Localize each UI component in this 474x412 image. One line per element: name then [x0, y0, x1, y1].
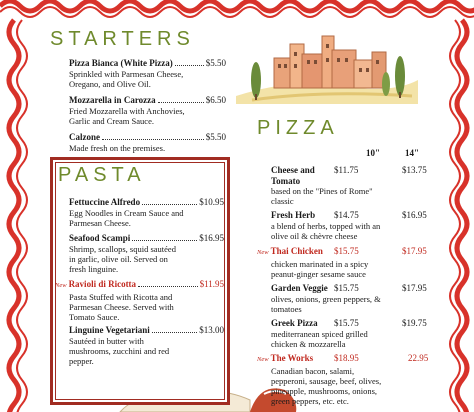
item-description: fresh linguine. — [69, 263, 119, 274]
starters-heading: STARTERS — [50, 28, 195, 50]
item-description: mediterranean spiced grilled — [271, 328, 368, 339]
pizza-heading: PIZZA — [257, 117, 339, 139]
item-name: Ravioli di Ricotta — [68, 279, 137, 289]
price-10: $15.75 — [334, 318, 359, 328]
item-description: Shrimp, scallops, squid sautéed — [69, 243, 176, 254]
item-name: Linguine Vegetariani — [69, 325, 150, 335]
item-description: green peppers, etc. etc. — [271, 395, 349, 406]
item-price: $6.50 — [205, 95, 226, 105]
starter-item — [69, 58, 226, 89]
pasta-item — [69, 325, 224, 366]
item-price: $16.95 — [199, 233, 224, 243]
pasta-item — [69, 233, 224, 274]
price-10: $15.75 — [334, 283, 359, 293]
item-description: based on the "Pines of Rome" — [271, 186, 373, 196]
item-name: Calzone — [69, 132, 100, 142]
item-description: pineapple, mushrooms, onions, — [271, 385, 378, 396]
item-price: $11.95 — [199, 279, 224, 289]
item-price: $5.50 — [205, 58, 226, 68]
item-description: peanut-ginger sesame sauce — [271, 268, 366, 279]
item-description: Made fresh on the premises. — [69, 142, 166, 153]
item-description: a blend of herbs, topped with an — [271, 220, 381, 231]
item-name: Fresh Herb — [271, 210, 316, 220]
new-badge: New — [55, 282, 67, 289]
item-description: Pasta Stuffed with Ricotta and — [69, 291, 173, 302]
item-description: classic — [271, 196, 294, 206]
item-name: Cheese and — [271, 165, 315, 175]
new-badge: New — [257, 249, 269, 256]
starter-item — [69, 132, 226, 153]
item-name: Seafood Scampi — [69, 233, 131, 243]
price-14: $17.95 — [402, 246, 427, 256]
pasta-item — [55, 279, 224, 322]
price-10: $15.75 — [334, 246, 359, 256]
item-price: $10.95 — [199, 197, 224, 207]
item-description: Sprinkled with Parmesan Cheese, — [69, 68, 184, 79]
pasta-heading: PASTA — [58, 164, 146, 186]
price-10: $11.75 — [334, 165, 359, 175]
size-10-header: 10" — [366, 148, 380, 158]
item-description: mushrooms, zucchini and red — [69, 345, 170, 356]
item-description: in garlic, olive oil. Served on — [69, 253, 168, 264]
item-description: chicken & mozzarella — [271, 338, 346, 349]
item-price: $5.50 — [205, 132, 226, 142]
item-description: pepperoni, sausage, beef, olives, — [271, 375, 382, 386]
price-14: 22.95 — [408, 353, 429, 363]
item-name: Garden Veggie — [271, 283, 328, 293]
item-description: Garlic and Cream Sauce. — [69, 115, 154, 126]
item-description: Parmesan Cheese. Served with — [69, 301, 174, 312]
price-10: $14.75 — [334, 210, 359, 220]
size-14-header: 14" — [405, 148, 419, 158]
item-description: Canadian bacon, salami, — [271, 365, 355, 376]
item-description: Tomato Sauce. — [69, 311, 120, 322]
item-description: Parmesan Cheese. — [69, 217, 131, 228]
item-description: tomatoes — [271, 303, 302, 314]
item-name: Fettuccine Alfredo — [69, 197, 141, 207]
item-description: chicken marinated in a spicy — [271, 258, 369, 269]
price-14: $16.95 — [402, 210, 427, 220]
item-description: Fried Mozzarella with Anchovies, — [69, 105, 185, 116]
price-14: $19.75 — [402, 318, 427, 328]
new-badge: New — [257, 356, 269, 363]
item-description: Egg Noodles in Cream Sauce and — [69, 207, 184, 218]
price-14: $13.75 — [402, 165, 427, 175]
item-name: The Works — [270, 353, 314, 363]
item-description: Oregano, and Olive Oil. — [69, 78, 151, 89]
item-description: olives, onions, green peppers, & — [271, 293, 381, 304]
item-description: pepper. — [69, 355, 94, 366]
starter-item — [69, 95, 226, 126]
item-name: Greek Pizza — [271, 318, 318, 328]
item-name: Pizza Bianca (White Pizza) — [69, 58, 173, 68]
village-illustration — [232, 30, 422, 106]
item-description: olive oil & chèvre cheese — [271, 230, 358, 241]
pasta-item — [69, 197, 224, 228]
price-10: $18.95 — [334, 353, 359, 363]
item-name: Mozzarella in Carozza — [69, 95, 156, 105]
price-14: $17.95 — [402, 283, 427, 293]
item-name: Thai Chicken — [270, 246, 323, 256]
item-price: $13.00 — [199, 325, 224, 335]
item-description: Sautéed in butter with — [69, 335, 144, 346]
item-name: Tomato — [271, 175, 301, 186]
